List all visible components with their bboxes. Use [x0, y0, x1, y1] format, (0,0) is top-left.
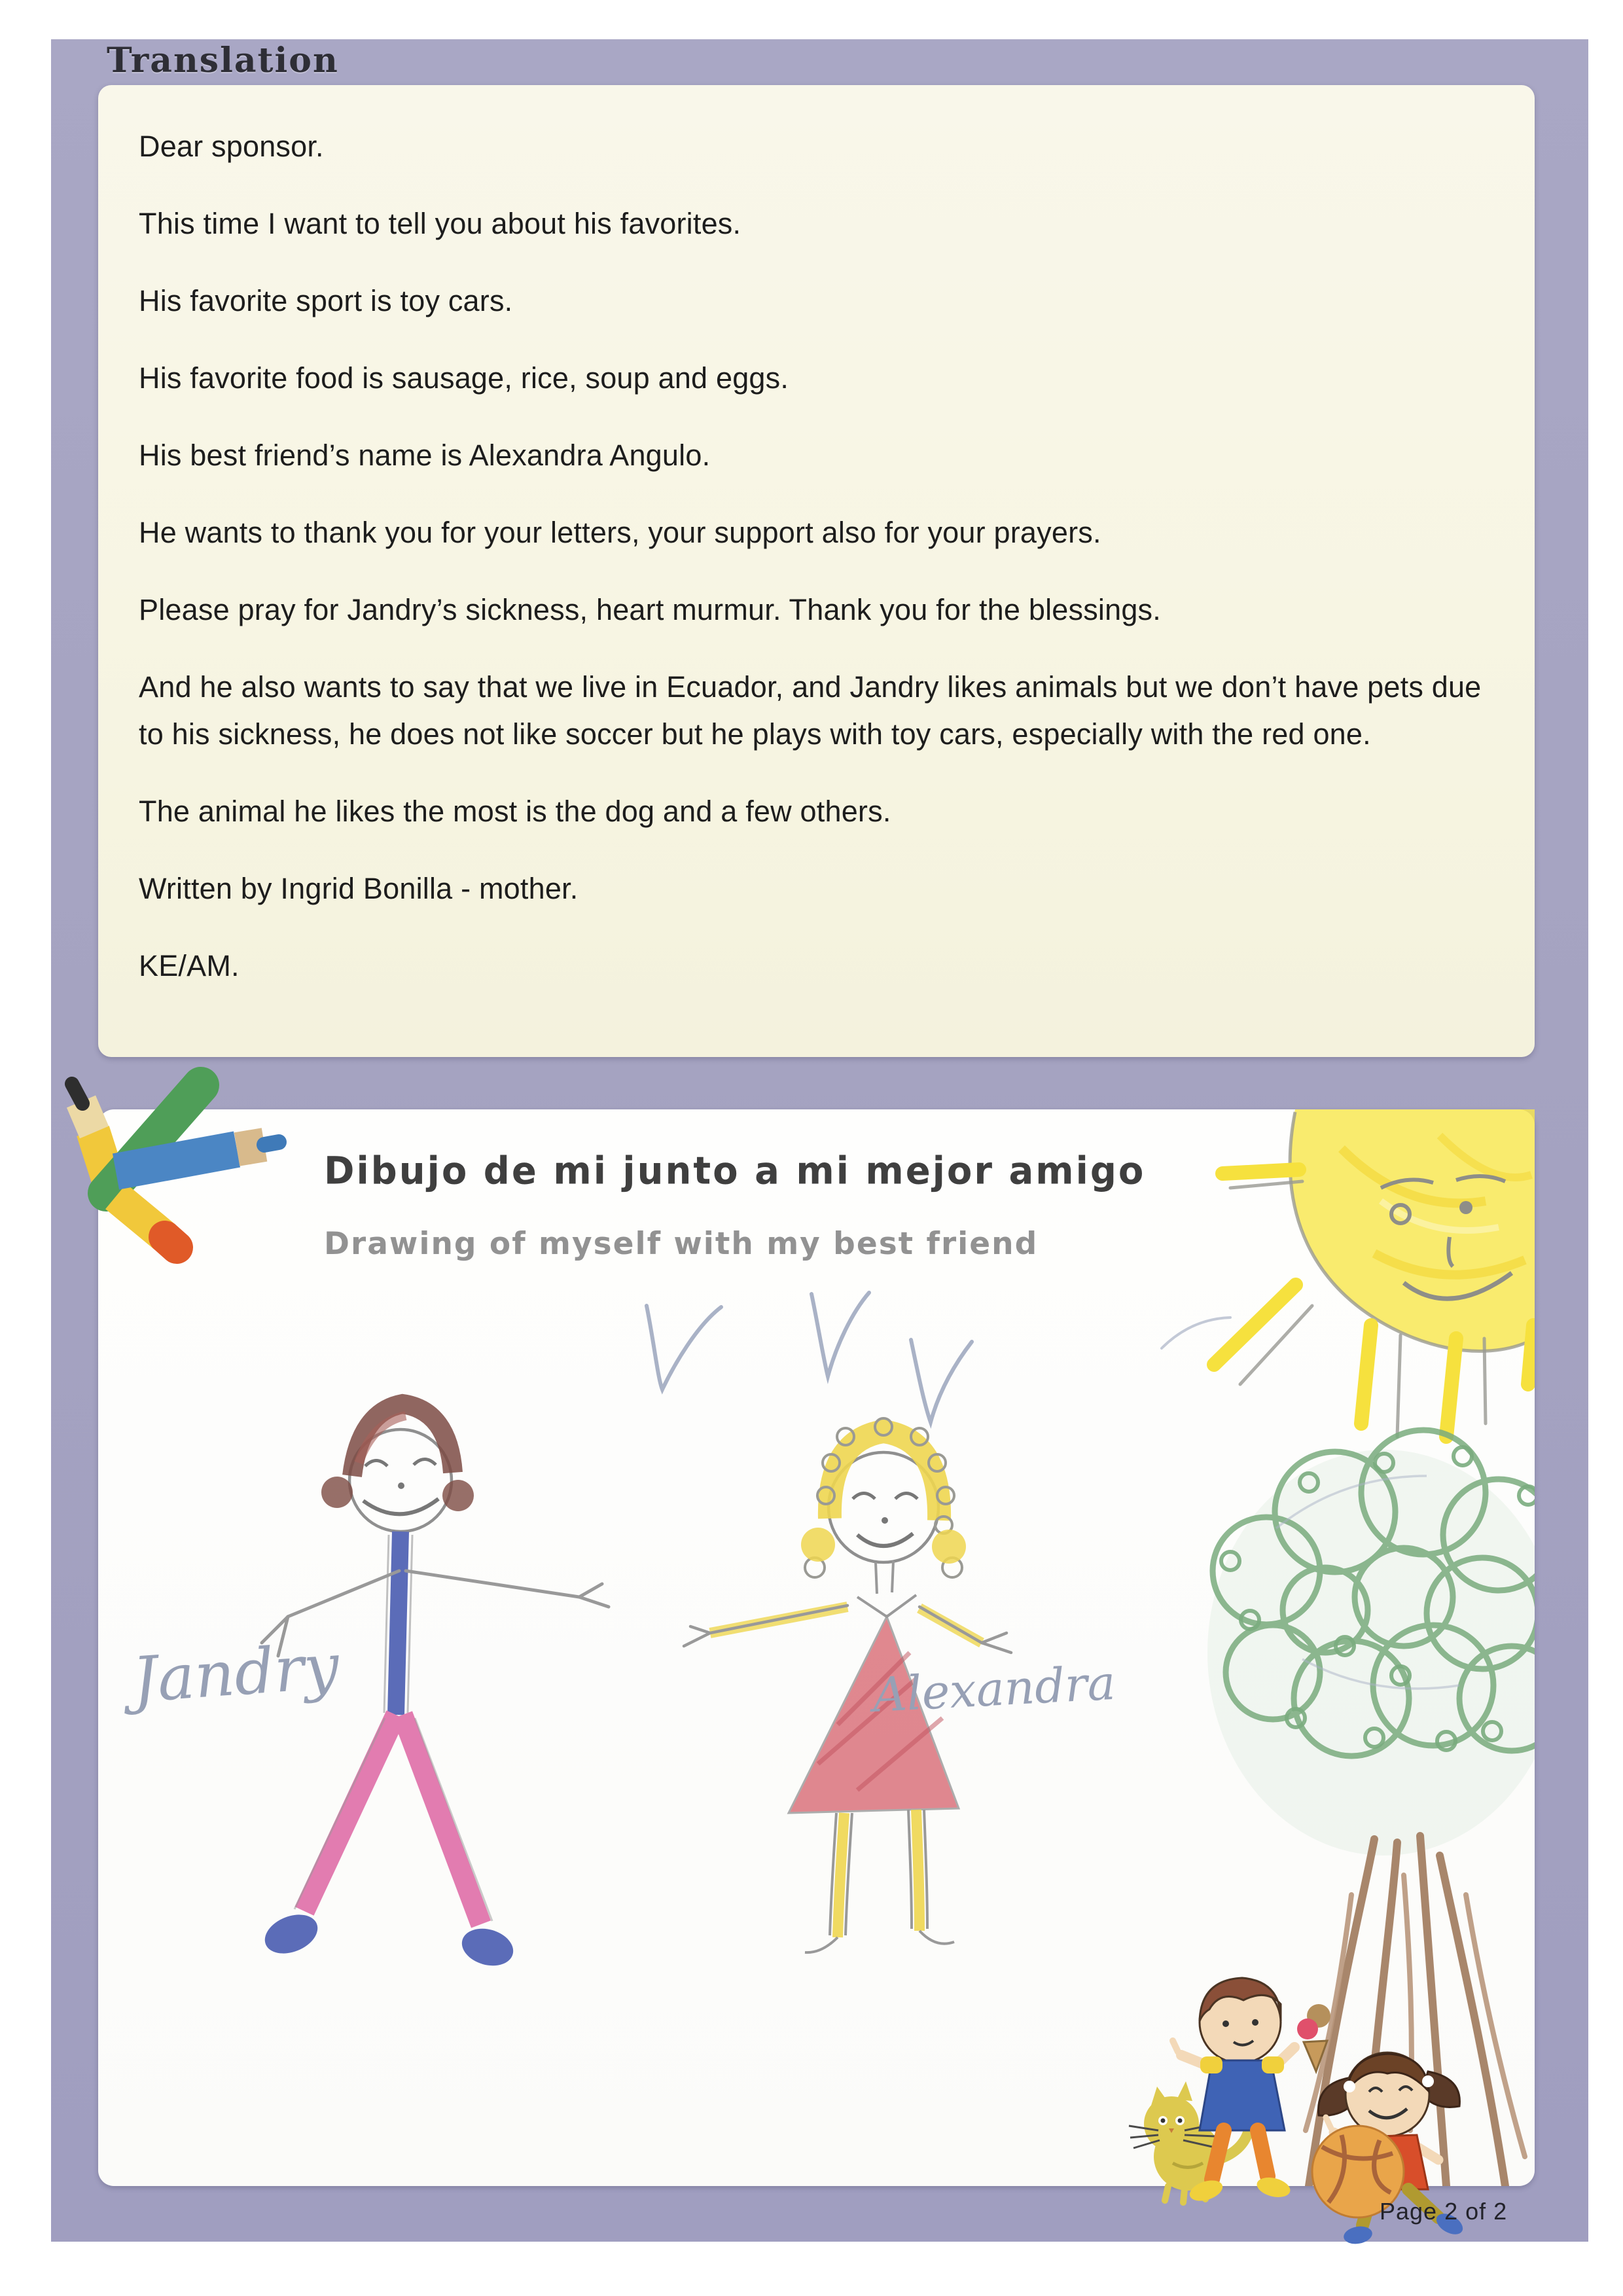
letter-paragraph: The animal he likes the most is the dog and a few others.	[139, 795, 891, 828]
letter-paragraph: KE/AM.	[139, 949, 240, 982]
letter-paragraph: Please pray for Jandry’s sickness, heart murmur. Thank you for the blessings.	[139, 593, 1161, 626]
sun-drawing	[1214, 1109, 1535, 1437]
letter-paragraph: His favorite sport is toy cars.	[139, 284, 513, 317]
letter-paragraph: And he also wants to say that we live in Ecuador, and Jandry likes animals but we don’t have pets due to his sickness, he does not like soccer but he plays with toy cars, especially with the red one.	[139, 670, 1482, 751]
jandry-name-label: Jandry	[130, 1630, 342, 1717]
pencil-stroke	[1162, 1318, 1230, 1348]
orange-tipped-stick-icon	[116, 1196, 177, 1247]
letter-paragraph: His best friend’s name is Alexandra Angulo.	[139, 439, 711, 472]
letter-paragraph: This time I want to tell you about his favorites.	[139, 207, 741, 240]
alexandra-name-label: Alexandra	[871, 1655, 1117, 1723]
drawing-title-english: Drawing of myself with my best friend	[324, 1226, 1039, 1262]
letter-paragraph: His favorite food is sausage, rice, soup and eggs.	[139, 361, 789, 395]
jandry-figure-drawing	[120, 1404, 609, 1971]
bird-doodle	[911, 1340, 972, 1422]
alexandra-figure-drawing	[684, 1418, 1116, 1952]
drawing-title-spanish: Dibujo de mi junto a mi mejor amigo	[324, 1149, 1146, 1194]
letter-paper	[98, 85, 1535, 1057]
letter-paragraph: Dear sponsor.	[139, 130, 324, 163]
letter-paragraph: Written by Ingrid Bonilla - mother.	[139, 872, 579, 905]
letter-paragraph: He wants to thank you for your letters, your support also for your prayers.	[139, 516, 1101, 549]
colored-pencils-icon	[60, 1066, 342, 1282]
page-indicator: Page 2 of 2	[1380, 2198, 1508, 2225]
translation-label: Translation	[107, 41, 339, 81]
bird-doodle	[647, 1306, 721, 1390]
bird-doodle	[812, 1293, 869, 1376]
